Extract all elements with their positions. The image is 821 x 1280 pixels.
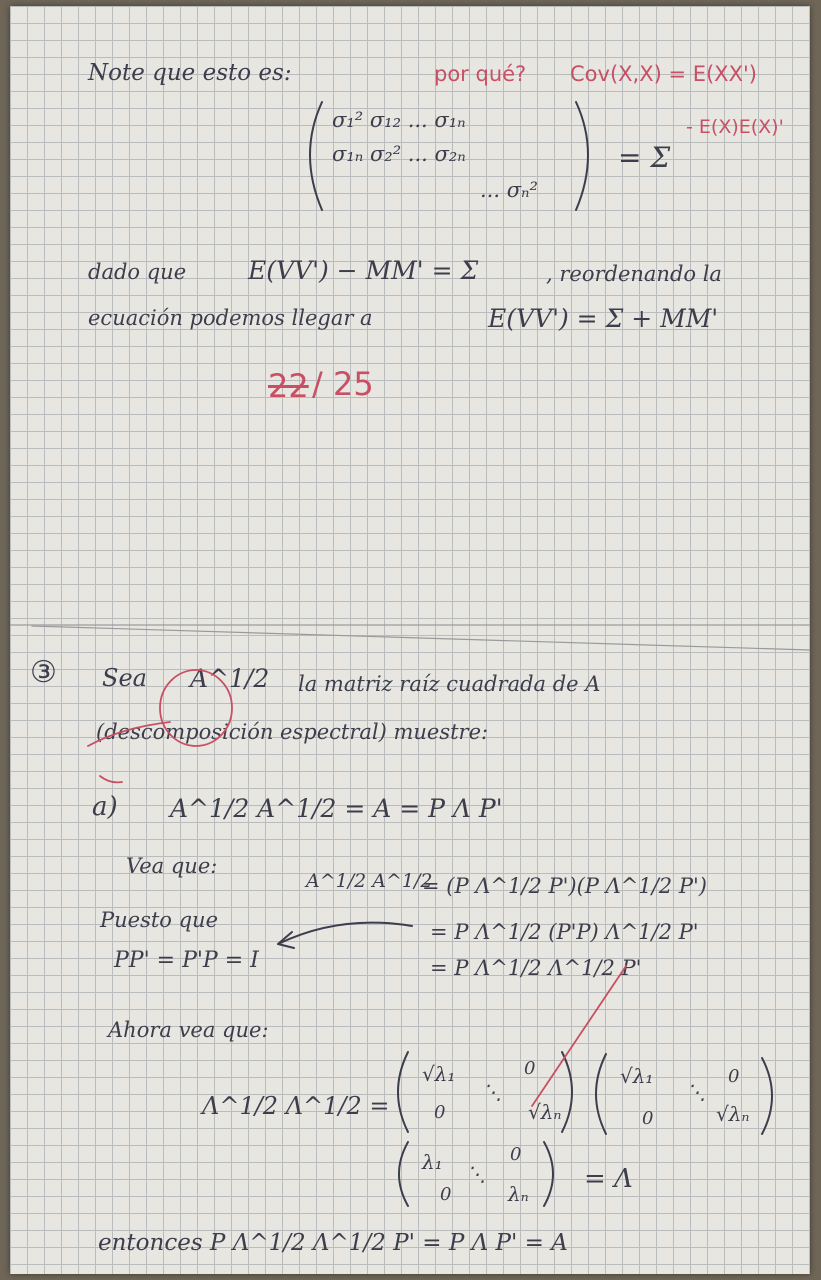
mat2-left-paren [596,1054,606,1134]
step1-lhs: A^1/2 A^1/2 [306,870,433,892]
mat2-dots: ⋱ [686,1080,706,1104]
matrix-row-2: σ₁ₙ σ₂² ... σ₂ₙ [332,142,466,166]
mat1-bl: 0 [434,1102,446,1123]
reordenando-text: , reordenando la [546,262,722,286]
dado-que-formula: E(VV') − MM' = Σ [248,256,479,285]
mat1-dots: ⋱ [482,1080,502,1104]
mat2-right-paren [762,1058,772,1134]
arrow-to-puesto-que [278,923,412,944]
conclusion: entonces P Λ^1/2 Λ^1/2 P' = P Λ P' = A [98,1230,568,1256]
problem-number: ③ [30,655,57,690]
intro-text-2: (descomposición espectral) muestre: [96,720,489,744]
mat3-right-paren [544,1142,553,1206]
mat1-tr: 0 [524,1058,536,1079]
mat3-left-paren [399,1142,408,1206]
red-score-crossed: 22 [268,367,309,405]
notebook-page [10,6,810,1274]
mat3-dots: ⋱ [466,1162,486,1186]
lambda-result: = Λ [584,1164,633,1194]
ecuacion-formula: E(VV') = Σ + MM' [488,304,719,333]
matrix-equals-sigma: = Σ [618,141,671,174]
mat2-bl: 0 [642,1108,654,1129]
dado-que-text: dado que [88,260,187,284]
mat2-tr: 0 [728,1066,740,1087]
mat3-tr: 0 [510,1144,522,1165]
mat3-tl: λ₁ [422,1150,443,1174]
matrix-left-paren [310,102,322,210]
note-line: Note que esto es: [88,60,292,86]
part-a-label: a) [92,792,118,822]
red-question: por qué? [434,62,527,86]
part-a-formula: A^1/2 A^1/2 = A = P Λ P' [170,794,503,823]
page-fold [10,624,810,626]
mat3-bl: 0 [440,1184,452,1205]
a-half: A^1/2 [190,664,270,693]
intro-text: la matriz raíz cuadrada de A [298,672,601,696]
step1-rhs: = (P Λ^1/2 P')(P Λ^1/2 P') [422,874,707,898]
red-cov-formula-cont: - E(X)E(X)' [686,116,784,138]
mat1-br: √λₙ [528,1100,562,1124]
puesto-que-text: Puesto que [100,908,219,932]
mat3-br: λₙ [508,1182,529,1206]
red-score: / 25 [312,365,374,403]
red-diagonal [532,966,626,1106]
matrix-right-paren [576,102,588,210]
step2-rhs: = P Λ^1/2 (P'P) Λ^1/2 P' [430,920,699,944]
mat1-left-paren [398,1052,408,1132]
matrix-row-3: ... σₙ² [480,178,538,202]
arrow-head [278,932,294,948]
lambda-lhs: Λ^1/2 Λ^1/2 = [202,1092,390,1120]
identity-formula: PP' = P'P = I [114,948,259,973]
mat1-right-paren [562,1052,572,1132]
ahora-text: Ahora vea que: [108,1018,269,1042]
mat1-tl: √λ₁ [422,1062,456,1086]
margin-line [32,626,810,650]
step3-rhs: = P Λ^1/2 Λ^1/2 P' [430,956,642,980]
mat2-br: √λₙ [716,1102,750,1126]
red-cov-formula: Cov(X,X) = E(XX') [570,62,757,86]
mat2-tl: √λ₁ [620,1064,654,1088]
matrix-row-1: σ₁² σ₁₂ ... σ₁ₙ [332,108,466,132]
vea-que-text: Vea que: [126,854,218,878]
ecuacion-text: ecuación podemos llegar a [88,306,373,330]
sea-text: Sea [102,664,147,692]
